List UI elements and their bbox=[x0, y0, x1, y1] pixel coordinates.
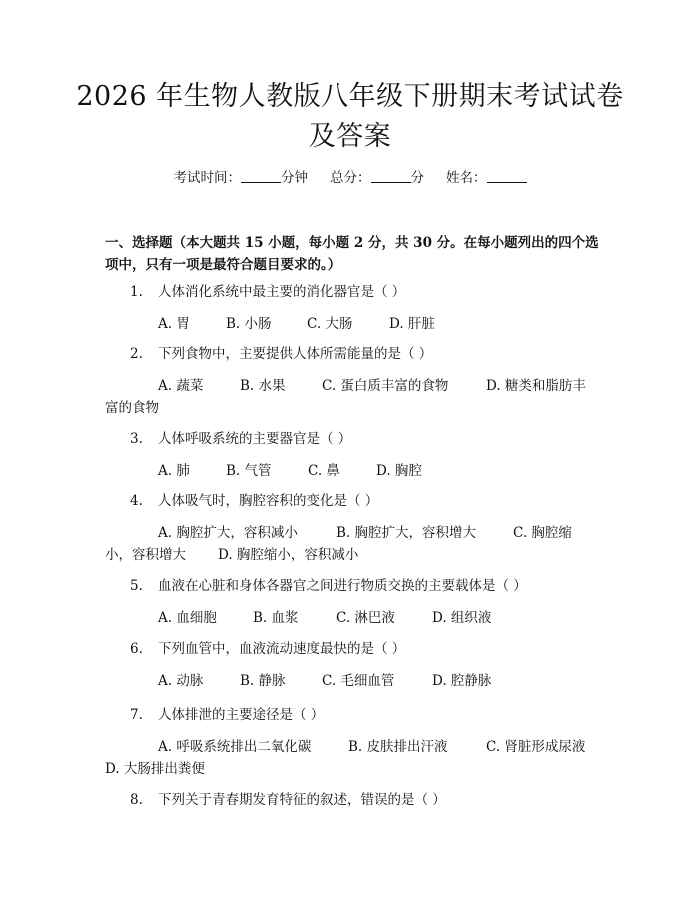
option-b: B. 气管 bbox=[226, 463, 272, 479]
section-heading bbox=[105, 232, 605, 276]
question-text: 下列关于青春期发育特征的叙述，错误的是（ ） bbox=[158, 792, 446, 808]
option-b: B. 小肠 bbox=[226, 316, 272, 332]
option-b: B. 水果 bbox=[240, 378, 286, 394]
section-heading-line-1: 一、选择题（本大题共 15 小题，每小题 2 分，共 30 分。在每小题列出的四个选 bbox=[105, 235, 599, 251]
option-c-continuation: 小，容积增大 bbox=[105, 547, 186, 563]
option-d: D. 腔静脉 bbox=[432, 673, 492, 689]
time-unit: 分钟 bbox=[281, 170, 308, 186]
option-c: C. 毛细血管 bbox=[322, 673, 395, 689]
time-label: 考试时间： bbox=[173, 170, 241, 186]
time-blank bbox=[241, 170, 281, 183]
score-label: 总分： bbox=[330, 170, 371, 186]
option-d: D. 糖类和脂肪丰 bbox=[486, 378, 586, 394]
question-number: 5. bbox=[130, 578, 143, 594]
exam-title-line-1: 2026 年生物人教版八年级下册期末考试试卷 bbox=[76, 81, 624, 112]
question-number: 2. bbox=[130, 346, 143, 362]
name-blank bbox=[487, 170, 527, 183]
option-d: D. 肝脏 bbox=[389, 316, 435, 332]
question-text: 人体消化系统中最主要的消化器官是（ ） bbox=[158, 284, 406, 300]
option-a: A. 肺 bbox=[158, 463, 190, 479]
option-a: A. 呼吸系统排出二氧化碳 bbox=[158, 739, 312, 755]
question-text: 人体排泄的主要途径是（ ） bbox=[158, 707, 325, 723]
option-c: C. 蛋白质丰富的食物 bbox=[322, 378, 449, 394]
name-label: 姓名： bbox=[446, 170, 487, 186]
question-number: 3. bbox=[130, 431, 143, 447]
option-b: B. 静脉 bbox=[240, 673, 286, 689]
option-c: C. 大肠 bbox=[307, 316, 353, 332]
option-b: B. 血浆 bbox=[253, 610, 299, 626]
question-7-option-d: D. 大肠排出粪便 bbox=[105, 761, 205, 777]
option-a: A. 蔬菜 bbox=[158, 378, 204, 394]
option-d: D. 胸腔缩小，容积减小 bbox=[218, 547, 359, 563]
option-d: D. 组织液 bbox=[432, 610, 492, 626]
question-number: 4. bbox=[130, 493, 143, 509]
option-d: D. 胸腔 bbox=[376, 463, 422, 479]
option-c: C. 淋巴液 bbox=[336, 610, 395, 626]
question-text: 下列食物中，主要提供人体所需能量的是（ ） bbox=[158, 346, 433, 362]
option-c: C. 肾脏形成尿液 bbox=[486, 739, 586, 755]
question-number: 8. bbox=[130, 792, 143, 808]
score-unit: 分 bbox=[410, 170, 424, 186]
option-c: C. 胸腔缩 bbox=[513, 525, 572, 541]
option-a: A. 胸腔扩大，容积减小 bbox=[158, 525, 298, 541]
option-b: B. 胸腔扩大，容积增大 bbox=[336, 525, 477, 541]
question-number: 1. bbox=[130, 284, 143, 300]
question-text: 人体呼吸系统的主要器官是（ ） bbox=[158, 431, 352, 447]
question-text: 下列血管中，血液流动速度最快的是（ ） bbox=[158, 641, 406, 657]
option-a: A. 胃 bbox=[158, 316, 190, 332]
question-number: 6. bbox=[130, 641, 143, 657]
option-c: C. 鼻 bbox=[308, 463, 340, 479]
question-2-option-continuation: 富的食物 bbox=[105, 400, 159, 416]
section-heading-line-2: 项中，只有一项是最符合题目要求的。） bbox=[105, 257, 342, 273]
score-blank bbox=[371, 170, 411, 183]
question-text: 血液在心脏和身体各器官之间进行物质交换的主要载体是（ ） bbox=[158, 578, 527, 594]
option-b: B. 皮肤排出汗液 bbox=[348, 739, 448, 755]
question-text: 人体吸气时，胸腔容积的变化是（ ） bbox=[158, 493, 379, 509]
exam-info-line bbox=[0, 168, 700, 188]
option-a: A. 动脉 bbox=[158, 673, 204, 689]
question-number: 7. bbox=[130, 707, 143, 723]
exam-title-line-2: 及答案 bbox=[308, 121, 392, 152]
option-a: A. 血细胞 bbox=[158, 610, 217, 626]
